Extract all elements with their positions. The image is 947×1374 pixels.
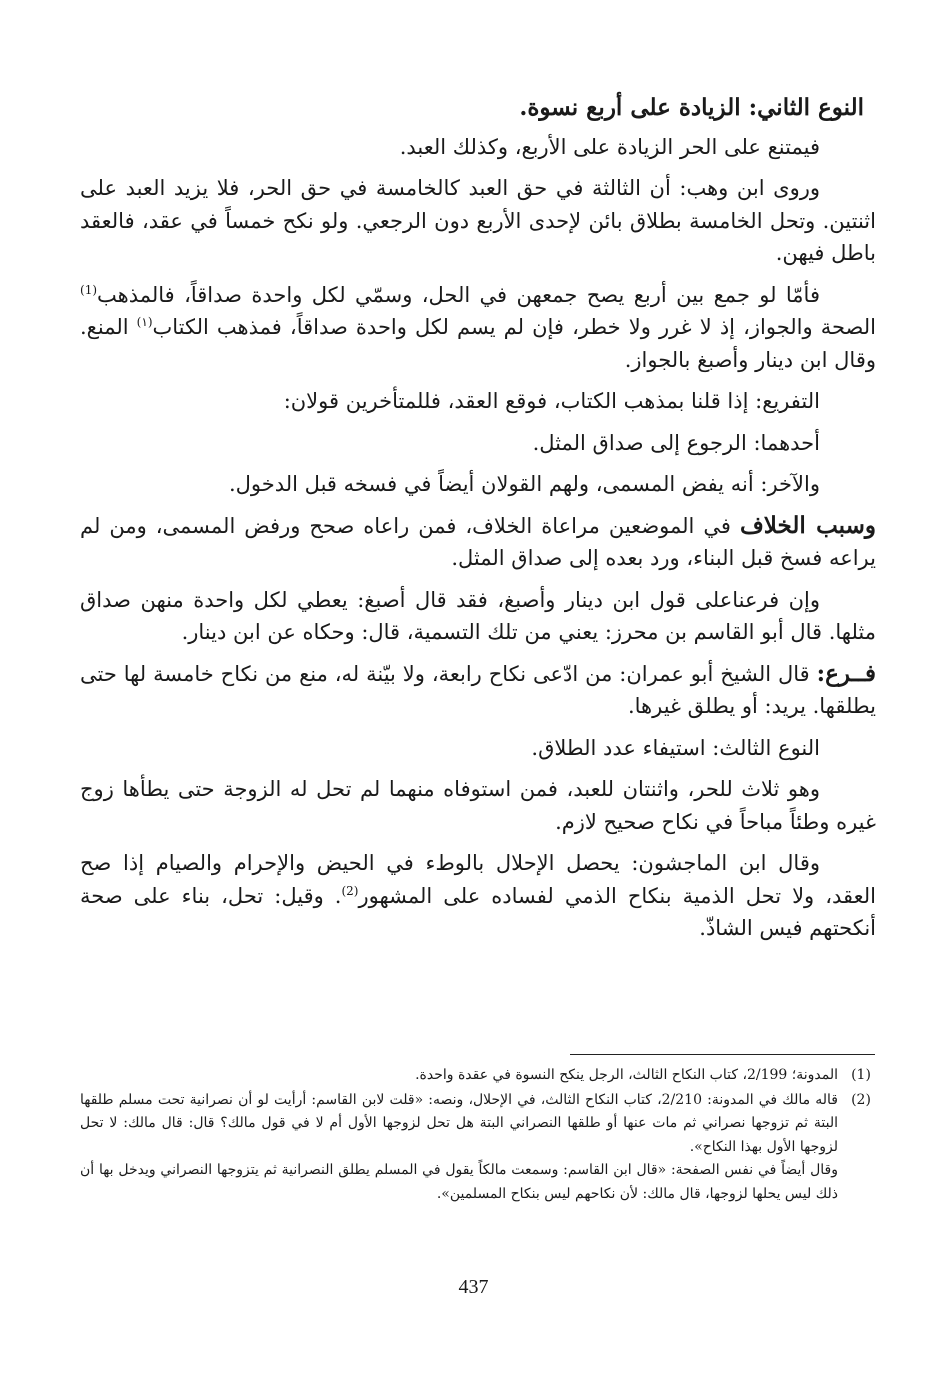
paragraph-2: وروى ابن وهب: أن الثالثة في حق العبد كالخامسة في حق الحر، فلا يزيد العبد على اثنتين. وتحل الخامسة بطلاق بائن لإحدى الأربع دون الرجعي. ولو نكح خمساً في عقد، فالعقد باطل فيهن. xyxy=(80,176,876,265)
paragraph-10: النوع الثالث: استيفاء عدد الطلاق. xyxy=(531,735,820,760)
paragraph-9-lead: فــرع: xyxy=(816,659,876,687)
footnote-line: قاله مالك في المدونة: 2/210، كتاب النكاح الثالث، في الإحلال، ونصه: «قلت لابن القاسم: أرأيت لو أن نصرانية تحت مسلم طلقها البتة ثم تزوجها نصراني ثم مات عنها أو طلقها النصراني البتة هل تحل لزوجها الأول أم لا في قول مالك؟ قال: قال مالك: لا تحل لزوجها الأول بهذا النكاح». xyxy=(80,1091,838,1155)
footnote-number: (2) xyxy=(851,1091,871,1108)
footnote-ref-1-repeat: (١) xyxy=(136,315,153,329)
paragraph-7 xyxy=(80,510,876,575)
footnote-1 xyxy=(80,1064,876,1088)
paragraph-1: فيمتنع على الحر الزيادة على الأربع، وكذلك العبد. xyxy=(399,134,820,159)
footnote-ref-1: (1) xyxy=(80,282,98,297)
paragraph-12-part-2: . وقيل: تحل، بناء على صحة أنكحتهم فيس الشاذّ. xyxy=(80,883,876,940)
footnote-divider xyxy=(570,1054,875,1055)
paragraph-11: وهو ثلاث للحر، واثنتان للعبد، فمن استوفاه منهما لم تحل له الزوجة حتى يطأها زوج غيره وطئاً مباحاً في نكاح صحيح لازم. xyxy=(80,777,876,834)
footnote-ref-2: (2) xyxy=(341,883,359,898)
footnote-line: وقال أيضاً في نفس الصفحة: «قال ابن القاسم: وسمعت مالكاً يقول في المسلم يطلق النصرانية ثم يتزوجها النصراني ويدخل بها أن ذلك ليس يحلها لزوجها، قال مالك: لأن نكاحهم ليس بنكاح المسلمين». xyxy=(80,1162,838,1202)
section-heading: النوع الثاني: الزيادة على أربع نسوة. xyxy=(519,94,864,121)
paragraph-3-part-3: المنع. وقال ابن دينار وأصبغ بالجواز. xyxy=(80,315,876,372)
paragraph-5: أحدهما: الرجوع إلى صداق المثل. xyxy=(532,430,820,455)
paragraph-9 xyxy=(80,658,876,723)
paragraph-12 xyxy=(80,847,876,945)
paragraph-6: والآخر: أنه يفض المسمى، ولهم القولان أيضاً في فسخه قبل الدخول. xyxy=(228,472,820,496)
paragraph-3 xyxy=(80,279,876,377)
main-text xyxy=(80,92,876,954)
page-number: 437 xyxy=(458,1276,489,1298)
footnote-line: المدونة؛ 2/199، كتاب النكاح الثالث، الرجل ينكح النسوة في عقدة واحدة. xyxy=(415,1067,838,1083)
paragraph-7-lead: وسبب الخلاف xyxy=(739,511,876,539)
paragraph-7-rest: في الموضعين مراعاة الخلاف، فمن راعاه صحح ورفض المسمى، ومن لم يراعه فسخ قبل البناء، ورد بعده إلى صداق المثل. xyxy=(80,513,876,570)
paragraph-3-part-1: فأمّا لو جمع بين أربع يصح جمعهن في الحل، وسمّي لكل واحدة صداقاً، فالمذهب xyxy=(97,282,820,307)
footnote-text xyxy=(80,1089,838,1207)
paragraph-8: وإن فرعناعلى قول ابن دينار وأصبغ، فقد قال أصبغ: يعطي لكل واحدة منهن صداق مثلها. قال أبو القاسم بن محرز: يعني من تلك التسمية، قال: وحكاه عن ابن دينار. xyxy=(80,587,876,644)
paragraph-9-rest: قال الشيخ أبو عمران: من ادّعى نكاح رابعة، ولا بيّنة له، منع من نكاح خامسة لها حتى يطلقها. يريد: أو يطلق غيرها. xyxy=(80,661,876,718)
footnotes xyxy=(80,1064,876,1207)
paragraph-12-part-1: وقال ابن الماجشون: يحصل الإحلال بالوطء في الحيض والإحرام والصيام إذا صح العقد، ولا تحل الذمية بنكاح الذمي لفساده على المشهور xyxy=(80,851,876,908)
footnote-2 xyxy=(80,1089,876,1207)
footnote-number: (1) xyxy=(851,1067,871,1083)
paragraph-3-part-2: الصحة والجواز، إذ لا غرر ولا خطر، فإن لم يسم لكل واحدة صداقاً، فمذهب الكتاب xyxy=(152,315,876,339)
paragraph-4: التفريع: إذا قلنا بمذهب الكتاب، فوقع العقد، فللمتأخرين قولان: xyxy=(283,389,820,413)
footnote-text xyxy=(80,1064,838,1088)
